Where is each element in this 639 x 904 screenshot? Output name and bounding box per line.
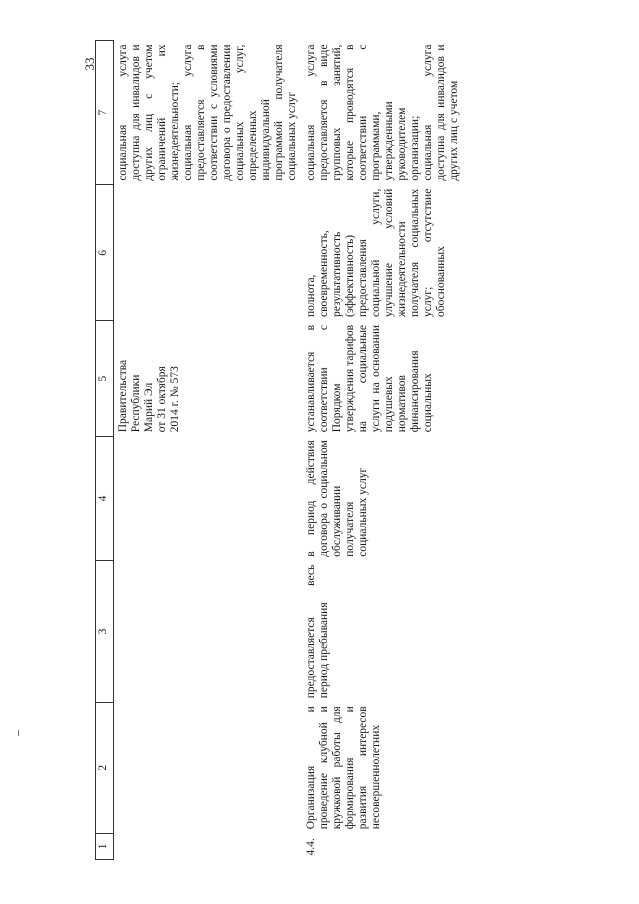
header-col-3: 3 xyxy=(96,561,114,703)
row-number: 4.4. xyxy=(305,838,317,856)
header-col-5: 5 xyxy=(96,321,114,436)
cell-quality-indicators: полнота, своевременность, результативность (эффективность) предоставления социальной услуги, улучшение условий жизнедеятельности получателя социальных услуг; отсутствие обоснованных xyxy=(305,185,447,317)
scan-edge-mark xyxy=(18,730,19,736)
cell-period-provision: предоставляется весь период пребывания xyxy=(305,561,330,699)
rotated-table-page xyxy=(95,40,595,860)
cell-conditions-continuation: социальная услуга доступна для инвалидов и других лиц с учетом ограничений их жизнедеятельности; социальная услуга предоставляется в соответствии с условиями договора о предоставлении социальных услуг, определенных индивидуальной программой получателя социальных услуг xyxy=(117,44,298,181)
cell-tariff-continuation: Правительства Республики Марий Эл от 31 октября 2014 г. № 573 xyxy=(117,359,181,433)
services-table xyxy=(95,40,464,860)
header-col-4: 4 xyxy=(96,436,114,560)
header-col-6: 6 xyxy=(96,185,114,321)
header-col-2: 2 xyxy=(96,702,114,833)
table-header-row xyxy=(96,41,114,860)
header-col-7: 7 xyxy=(96,41,114,185)
page-number: 33 xyxy=(82,57,97,71)
header-col-1: 1 xyxy=(96,833,114,859)
cell-conditions: социальная услуга предоставляется в виде групповых занятий, которые проводятся в соответствии с программами, утвержденными руководителем организации; социальная услуга доступна для инвалидов и других лиц с учетом xyxy=(305,44,460,181)
table-row-continuation xyxy=(114,41,303,860)
cell-tariff: устанавливается в соответствии с Порядком утверждения тарифов на социальные услуги на основании подушевых нормативов финансирования социальных xyxy=(305,322,434,433)
table-row-4-4 xyxy=(302,41,464,860)
cell-service-name: Организация и проведение клубной и кружковой работы для формирования и развития интересов несовершеннолетних xyxy=(305,703,382,830)
cell-period-validity: в период действия договора о социальном обслуживании получателя социальных услуг xyxy=(305,437,369,557)
